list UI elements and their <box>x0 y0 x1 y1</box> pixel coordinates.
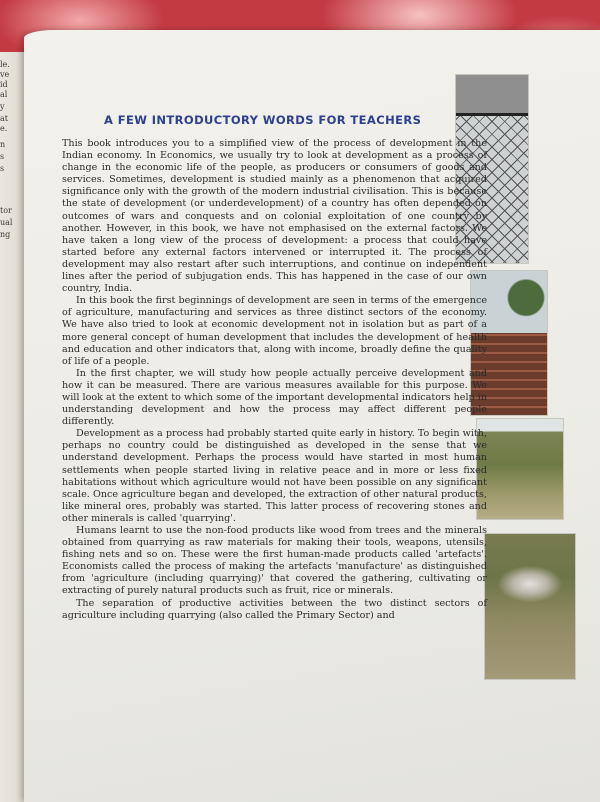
body-text <box>62 138 487 622</box>
facing-text-fragment: tor <box>0 206 12 215</box>
quarry-photo <box>484 533 576 680</box>
page-title: A FEW INTRODUCTORY WORDS FOR TEACHERS <box>104 113 422 127</box>
facing-text-fragment: s <box>0 152 5 161</box>
facing-text-fragment: ual <box>0 218 13 227</box>
facing-text-fragment: al <box>0 90 8 99</box>
paragraph: This book introduces you to a simplified view of the process of development in the Indian economy. In Economics, we usually try to look at development as a process of change in the economic life of the people, as producers or consumers of goods and services. Sometimes, development is studied mainly as a phenomenon that acquired significance only with the growth of the modern industrial civilisation. This is because the state of development (or underdevelopment) of a country has often depended on outcomes of wars and conquests and on colonial exploitation of one country by another. However, in this book, we have not emphasised on the external factors. We have taken a long view of the process of development: a process that could have started before any external factors intervened or interrupted it. The process of development may also restart after such interruptions, and continue on independent lines after the period of subjugation ends. This has happened in the case of our own country, India. <box>62 138 487 295</box>
facing-text-fragment: id <box>0 80 8 89</box>
facing-text-fragment: ng <box>0 230 11 239</box>
facing-text-fragment: le. <box>0 60 10 69</box>
facing-text-fragment: s <box>0 164 5 173</box>
paragraph: The separation of productive activities between the two distinct sectors of agriculture including quarrying (also called the Primary Sector) and <box>62 597 487 621</box>
field-photo <box>476 418 564 520</box>
facing-text-fragment: at <box>0 114 8 123</box>
paragraph: Humans learnt to use the non-food products like wood from trees and the minerals obtained from quarrying as raw materials for making their tools, weapons, utensils, fishing nets and so on. These were the first human-made products called 'artefacts'. Economists called the process of making the artefacts 'manufacture' as distinguished from 'agriculture (including quarrying)' that covered the gathering, cultivating or extracting of purely natural products such as fruit, rice or minerals. <box>62 525 487 597</box>
facing-text-fragment: y <box>0 102 5 111</box>
paragraph: In the first chapter, we will study how people actually perceive development and how it can be measured. There are various measures available for this purpose. We will look at the extent to which some of the important developmental indicators help in understanding development and how the process may affect different people differently. <box>62 367 487 428</box>
facing-text-fragment: e. <box>0 124 8 133</box>
paragraph: In this book the first beginnings of development are seen in terms of the emergence of agriculture, manufacturing and services as three distinct sectors of the economy. We have also tried to look at economic development not in isolation but as part of a more general concept of human development that includes the development of health and education and other indicators that, along with income, broadly define the quality of life of a people. <box>62 295 487 367</box>
facing-text-fragment: ve <box>0 70 10 79</box>
paragraph: Development as a process had probably started quite early in history. To begin with, perhaps no country could be distinguished as developed in the sense that we understand development. Perhaps the process would have started in most human settlements when people started living in relative peace and in more or less fixed habitations without which agriculture would not have been possible on any significant scale. Once agriculture began and developed, the extraction of other natural products, like mineral ores, probably was started. This latter process of recovering stones and other minerals is called 'quarrying'. <box>62 428 487 524</box>
facing-text-fragment: n <box>0 140 6 149</box>
